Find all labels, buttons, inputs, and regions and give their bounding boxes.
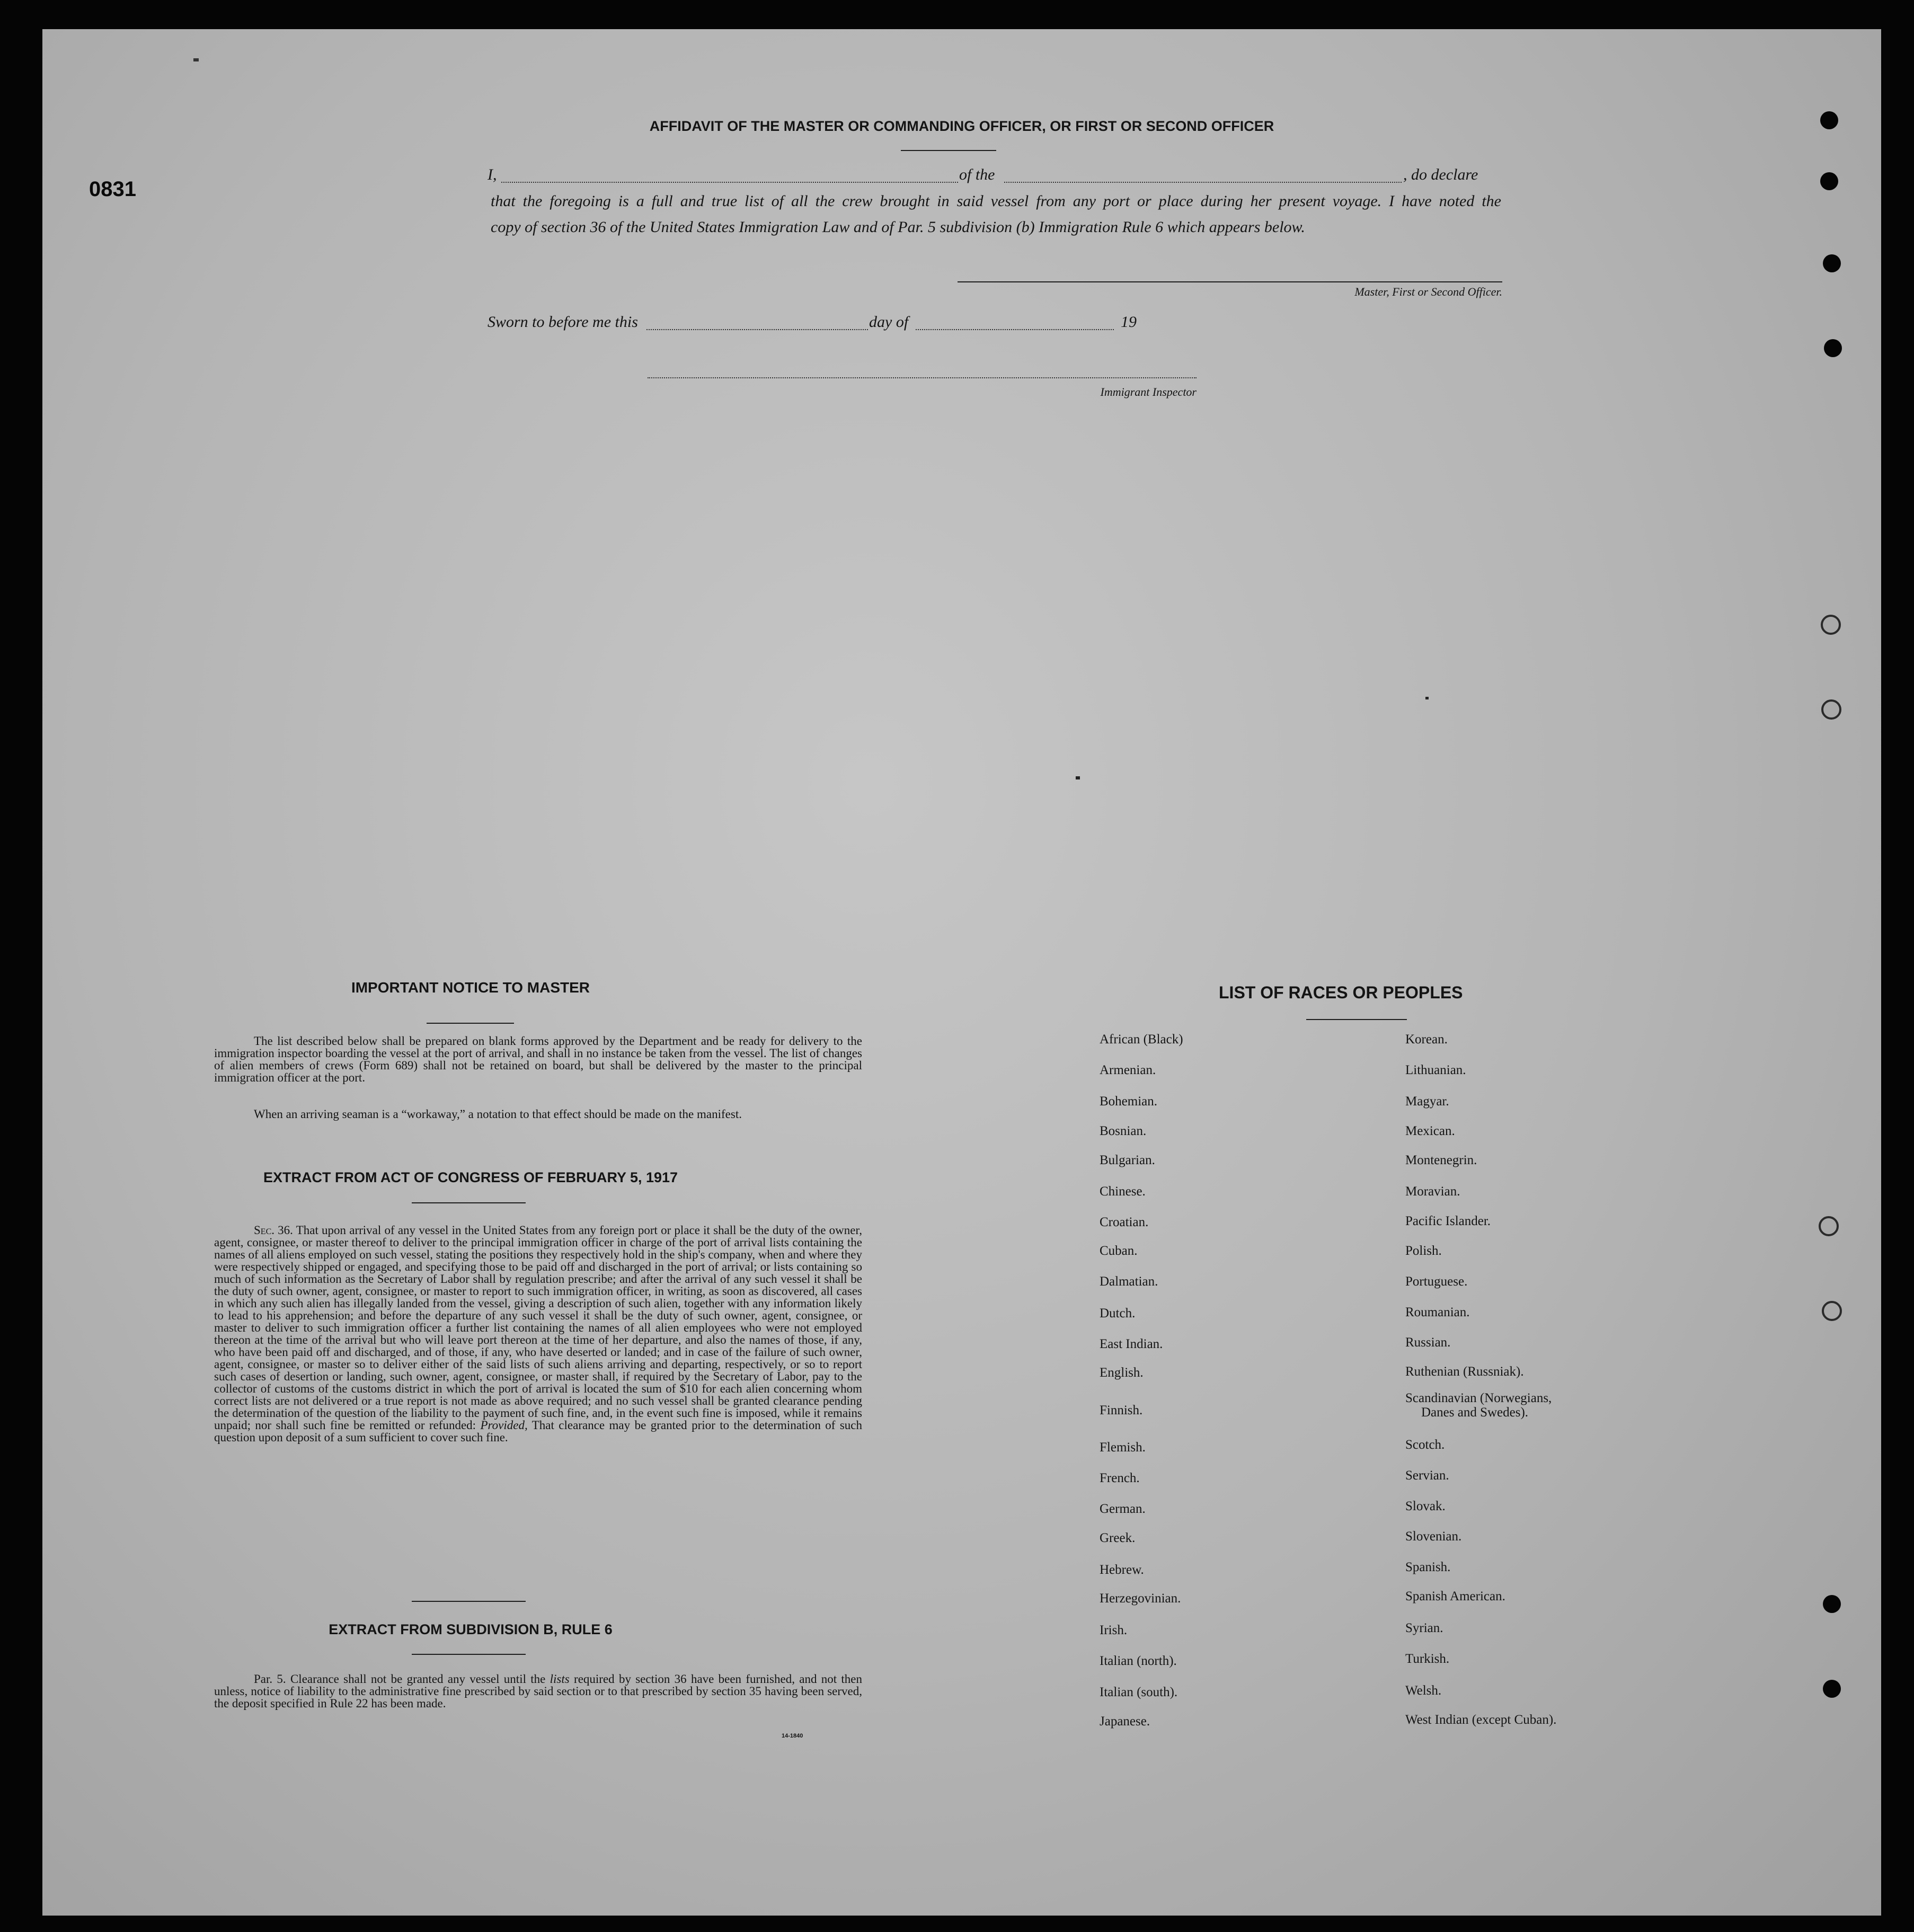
race-item: Pacific Islander. — [1405, 1214, 1491, 1228]
speck — [1076, 776, 1080, 779]
binder-hole — [1823, 1680, 1841, 1698]
race-item: Scandinavian (Norwegians, — [1405, 1391, 1552, 1405]
affidavit-line-3: copy of section 36 of the United States Immigration Law and of Par. 5 subdivision (b) Immigration Rule 6 which appears below. — [491, 218, 1305, 236]
race-item: Bosnian. — [1100, 1124, 1147, 1138]
divider — [1306, 1019, 1407, 1020]
race-item: Turkish. — [1405, 1652, 1450, 1666]
sec-36-body: That upon arrival of any vessel in the United States from any foreign port or place it shall be the duty of the owner, agent, consignee, or master thereof to deliver to the principal immigration officer in charge of the port of arrival lists containing the names of all aliens employed on such vessel, stating the positions they respectively hold in the ship's company, when and where they were respectively shipped or engaged, and specifying those to be paid off and discharged in the port of arrival; or lists containing so much of such information as the Secretary of Labor shall by regulation prescribe; and after the arrival of any such vessel it shall be the duty of such owner, agent, consignee, or master to report to such immigration officer, in writing, as soon as discovered, all cases in which any such alien has illegally landed from the vessel, giving a description of such alien, together with any information likely to lead to his apprehension; and before the departure of any such vessel it shall be the duty of such owner, agent, consignee, or master to deliver to such immigration officer a further list containing the names of all alien employees who were not employed thereon at the time of the arrival but who will leave port thereon at the time of her departure, and also the names of those, if any, who have been paid off and discharged, and of those, if any, who have deserted or landed; and in case of the failure of such owner, agent, consignee, or master so to deliver either of the said lists of such aliens arriving and departing, respectively, or so to report such cases of desertion or landing, such owner, agent, consignee, or master shall, if required by the Secretary of Labor, pay to the collector of customs of the customs district in which the port of arrival is located the sum of $10 for each alien concerning whom correct lists are not delivered or a true report is not made as above required; and no such vessel shall be granted clearance pending the determination of the question of the liability to the payment of such fine, and, in the event such fine is imposed, while it remains unpaid; nor shall such fine be remitted or refunded: — [214, 1224, 862, 1432]
par-5-text — [214, 1673, 862, 1709]
race-item: Irish. — [1100, 1623, 1128, 1637]
race-item: Flemish. — [1100, 1440, 1146, 1455]
race-item: Bohemian. — [1100, 1094, 1158, 1109]
race-item: Magyar. — [1405, 1094, 1449, 1109]
race-item: Hebrew. — [1100, 1563, 1144, 1577]
race-item: Portuguese. — [1405, 1274, 1468, 1289]
race-item: Dutch. — [1100, 1306, 1136, 1321]
race-item: Finnish. — [1100, 1403, 1143, 1417]
race-item: Italian (north). — [1100, 1654, 1177, 1668]
section-36-text — [214, 1224, 862, 1443]
race-item: Cuban. — [1100, 1244, 1138, 1258]
notice-paragraph-2: When an arriving seaman is a “workaway,” a notation to that effect should be made on the manifest. — [254, 1107, 742, 1121]
stamp-number: 0831 — [89, 178, 136, 201]
divider — [901, 150, 996, 151]
race-item: African (Black) — [1100, 1032, 1183, 1047]
race-item: Bulgarian. — [1100, 1153, 1155, 1167]
binder-ring — [1819, 1216, 1839, 1236]
race-item: Mexican. — [1405, 1124, 1455, 1138]
extract-act-title: EXTRACT FROM ACT OF CONGRESS OF FEBRUARY 5, 1917 — [263, 1169, 678, 1185]
par-5-end: required by section 36 have been furnished, and not then unless, notice of liability to the administrative fine prescribed by said section or to that prescribed by section 35 having been served, the deposit specified in Rule 22 has been made. — [214, 1672, 863, 1710]
binder-ring — [1821, 615, 1841, 635]
race-item: Scotch. — [1405, 1438, 1445, 1452]
affidavit-of-the-label: of the — [959, 166, 995, 183]
day-of-label: day of — [869, 313, 909, 331]
race-item: Dalmatian. — [1100, 1274, 1158, 1289]
race-item: Spanish American. — [1405, 1589, 1505, 1603]
notice-paragraph-1: The list described below shall be prepared on blank forms approved by the Department and be ready for delivery to the immigration inspector boarding the vessel at the port of arrival, and shall in no instance be taken from the vessel. The list of changes of alien members of crews (Form 689) shall not be retained on board, but shall be delivered by the master to the principal immigration officer at the port. — [214, 1034, 862, 1084]
inspector-label: Immigrant Inspector — [1100, 385, 1197, 398]
divider — [412, 1654, 526, 1655]
race-item: Russian. — [1405, 1335, 1451, 1350]
race-item: Montenegrin. — [1405, 1153, 1477, 1167]
speck — [1425, 697, 1429, 699]
race-item: Spanish. — [1405, 1560, 1451, 1574]
affidavit-i-label: I, — [488, 166, 497, 183]
race-item: Servian. — [1405, 1468, 1449, 1483]
binder-hole — [1824, 339, 1842, 357]
manifest-page — [42, 29, 1881, 1916]
race-item: Welsh. — [1405, 1683, 1442, 1698]
race-item: Croatian. — [1100, 1215, 1149, 1229]
par-5-start: Par. 5. Clearance shall not be granted any vessel until the — [254, 1672, 546, 1686]
inspector-signature-line[interactable] — [648, 377, 1197, 378]
race-item: English. — [1100, 1366, 1144, 1380]
binder-ring — [1822, 1301, 1842, 1321]
master-label: Master, First or Second Officer. — [1354, 285, 1502, 298]
race-item: French. — [1100, 1471, 1140, 1485]
binder-hole — [1820, 172, 1838, 190]
signature-line[interactable] — [958, 281, 1502, 282]
sworn-day-blank[interactable] — [646, 329, 868, 330]
binder-hole — [1823, 1595, 1841, 1613]
affidavit-title: AFFIDAVIT OF THE MASTER OR COMMANDING OFFICER, OR FIRST OR SECOND OFFICER — [649, 118, 1274, 134]
divider — [412, 1601, 526, 1602]
lists-word: lists — [550, 1672, 570, 1686]
year-label: 19 — [1121, 313, 1137, 331]
race-item: Armenian. — [1100, 1063, 1156, 1077]
divider — [412, 1202, 526, 1203]
sec-36-end: That clearance may be granted prior to the determination of such question upon deposit of a sum sufficient to cover such fine. — [214, 1419, 862, 1444]
race-item: Herzegovinian. — [1100, 1591, 1181, 1606]
binder-hole — [1823, 254, 1841, 272]
race-item: East Indian. — [1100, 1337, 1163, 1351]
race-item: Ruthenian (Russniak). — [1405, 1364, 1524, 1379]
race-item: Slovenian. — [1405, 1529, 1462, 1544]
name-blank-line[interactable] — [501, 182, 958, 183]
binder-ring — [1821, 699, 1841, 720]
do-declare-label: , do declare — [1403, 166, 1478, 183]
race-item: Syrian. — [1405, 1621, 1443, 1635]
race-item: Chinese. — [1100, 1184, 1146, 1199]
race-item: Italian (south). — [1100, 1685, 1178, 1699]
month-blank[interactable] — [916, 329, 1114, 330]
race-item: Lithuanian. — [1405, 1063, 1466, 1077]
divider — [427, 1023, 514, 1024]
race-item: Roumanian. — [1405, 1305, 1470, 1319]
sworn-label: Sworn to before me this — [488, 313, 638, 331]
race-item: Japanese. — [1100, 1714, 1150, 1729]
notice-title: IMPORTANT NOTICE TO MASTER — [351, 979, 590, 996]
race-item: Moravian. — [1405, 1184, 1460, 1199]
races-title: LIST OF RACES OR PEOPLES — [1219, 983, 1463, 1002]
race-item: German. — [1100, 1502, 1146, 1516]
race-item: Polish. — [1405, 1244, 1442, 1258]
race-item: Korean. — [1405, 1032, 1448, 1047]
race-item: Slovak. — [1405, 1499, 1446, 1513]
affidavit-line-2: that the foregoing is a full and true list of all the crew brought in said vessel from any port or place during her present voyage. I have noted the — [491, 192, 1501, 210]
race-item: Greek. — [1100, 1531, 1136, 1545]
extract-rule-title: EXTRACT FROM SUBDIVISION B, RULE 6 — [329, 1621, 613, 1637]
form-number: 14-1840 — [782, 1733, 803, 1739]
speck — [193, 58, 199, 61]
race-item: Danes and Swedes). — [1421, 1405, 1529, 1420]
provided-label: Provided, — [480, 1419, 528, 1432]
vessel-blank-line[interactable] — [1004, 182, 1402, 183]
sec-36-label: Sec. 36. — [254, 1224, 293, 1237]
race-item: West Indian (except Cuban). — [1405, 1713, 1557, 1727]
